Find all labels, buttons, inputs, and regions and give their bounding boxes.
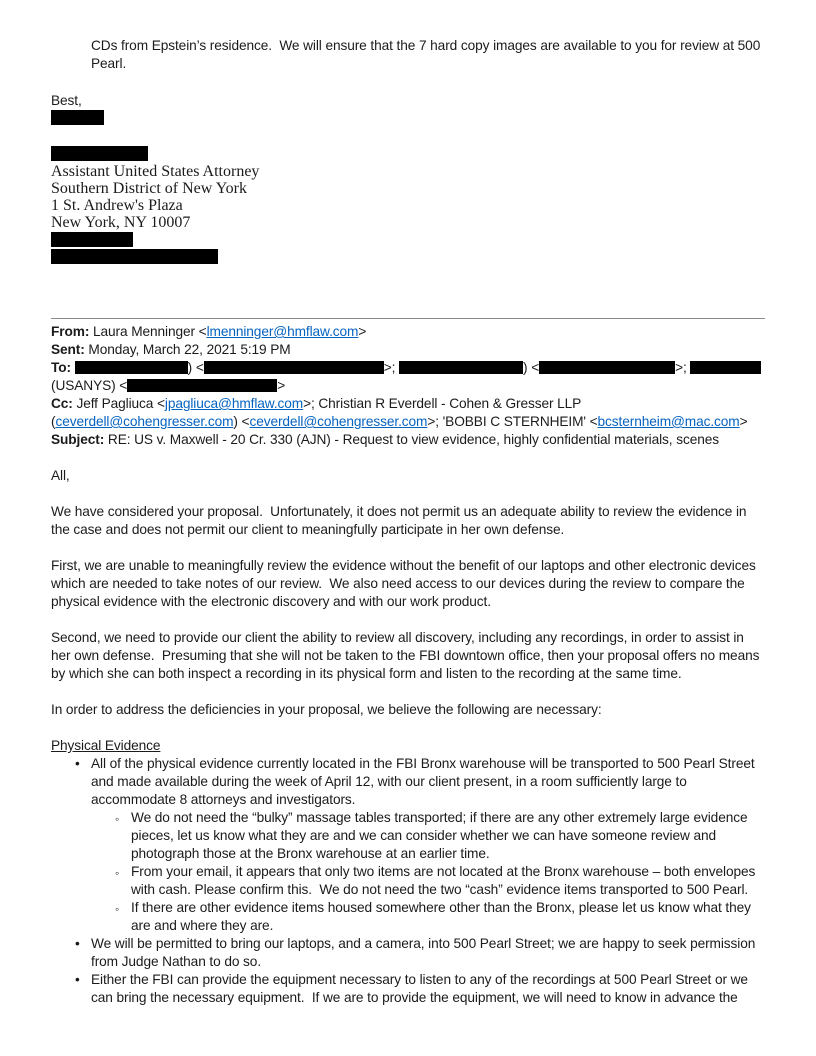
quoted-fragment: CDs from Epstein’s residence. We will ensure that the 7 hard copy images are available to you for review at 500 Pearl. xyxy=(91,38,764,71)
cc-seg4: >; 'BOBBI C STERNHEIM' < xyxy=(427,414,598,429)
cc-email-link-everdell-2[interactable]: ceverdell@cohengresser.com xyxy=(249,414,428,429)
to-sep2: >; xyxy=(383,360,400,375)
to-sep4: >; xyxy=(675,360,691,375)
cc-seg2: >; Christian R Everdell - Cohen & Gresser LLP ( xyxy=(51,396,585,429)
salutation: All, xyxy=(51,468,70,483)
to-usanys: (USANYS) < xyxy=(51,378,128,393)
signature-block xyxy=(51,146,765,264)
bullet-list xyxy=(51,755,765,1007)
redaction-bar-to-6 xyxy=(127,379,277,392)
paragraph-3: Second, we need to provide our client the ability to review all discovery, including any recordings, in order to assist in her own defense. Presuming that she will not be taken to the FBI downtown office, then your proposal offers no means by which she can both inspect a recording in its physical form and listen to the recording at the same time. xyxy=(51,630,764,681)
cc-email-link-sternheim[interactable]: bcsternheim@mac.com xyxy=(597,414,740,429)
email-body xyxy=(51,467,765,1007)
sub-bullet-item-1: ◦ We do not need the “bulky” massage tables transported; if there are any other extremely large evidence pieces, let us know what they are and we can consider whether we can have someone review and photograph those at the Bronx warehouse at an earlier time. xyxy=(51,809,765,863)
sent-line xyxy=(51,341,765,359)
from-label: From: xyxy=(51,324,90,339)
cc-email-link-pagliuca[interactable]: jpagliuca@hmflaw.com xyxy=(164,396,304,411)
to-sep1: ) < xyxy=(187,360,204,375)
signature-office: Southern District of New York xyxy=(51,180,247,197)
redaction-bar-email xyxy=(51,249,218,264)
email-headers xyxy=(51,323,765,449)
cc-seg5: > xyxy=(739,414,748,429)
redaction-bar-signature-name xyxy=(51,146,148,161)
sent-value: Monday, March 22, 2021 5:19 PM xyxy=(84,342,291,357)
redaction-bar-to-2 xyxy=(204,361,384,374)
sub-bullet-item-2: ◦ From your email, it appears that only two items are not located at the Bronx warehouse – both envelopes with cash. Please confirm this. We do not need the two “cash” evidence items transported to 500 Pearl. xyxy=(51,863,765,899)
to-sep3: ) < xyxy=(523,360,540,375)
subject-value: RE: US v. Maxwell - 20 Cr. 330 (AJN) - Request to view evidence, highly confidential materials, scenes xyxy=(104,432,719,447)
section-heading xyxy=(51,737,765,755)
bullet-item-2: • We will be permitted to bring our laptops, and a camera, into 500 Pearl Street; we are happy to seek permission from Judge Nathan to do so. xyxy=(51,935,765,971)
to-line2-suffix: > xyxy=(277,378,286,393)
cc-seg3: ) < xyxy=(233,414,250,429)
signature-address1: 1 St. Andrew's Plaza xyxy=(51,197,183,214)
from-line xyxy=(51,323,765,341)
subject-line xyxy=(51,431,765,449)
redaction-bar-sender-name xyxy=(51,110,104,125)
paragraph-4: In order to address the deficiencies in your proposal, we believe the following are necessary: xyxy=(51,702,602,717)
cc-line xyxy=(51,395,765,431)
closing: Best, xyxy=(51,93,82,108)
to-label: To: xyxy=(51,360,71,375)
from-email-link[interactable]: lmenninger@hmflaw.com xyxy=(206,324,359,339)
cc-seg1: Jeff Pagliuca < xyxy=(72,396,165,411)
from-name: Laura Menninger < xyxy=(89,324,207,339)
redaction-bar-phone xyxy=(51,232,133,247)
paragraph-2: First, we are unable to meaningfully review the evidence without the benefit of our laptops and other electronic devices which are needed to take notes of our review. We also need access to our devices during the review to compare the physical evidence with the electronic discovery and with our work product. xyxy=(51,558,760,609)
bullet-item-3: • Either the FBI can provide the equipment necessary to listen to any of the recordings at 500 Pearl Street or we can bring the necessary equipment. If we are to provide the equipment, we will need to know in advance the xyxy=(51,971,765,1007)
signature-address2: New York, NY 10007 xyxy=(51,214,191,231)
paragraph-1: We have considered your proposal. Unfortunately, it does not permit us an adequate ability to review the evidence in the case and does not permit our client to meaningfully participate in her own defense. xyxy=(51,504,751,537)
section-heading-text: Physical Evidence xyxy=(51,738,161,753)
redaction-bar-to-3 xyxy=(399,361,523,374)
to-line xyxy=(51,359,765,395)
sub-bullet-item-3: ◦ If there are other evidence items housed somewhere other than the Bronx, please let us know what they are and where they are. xyxy=(51,899,765,935)
subject-label: Subject: xyxy=(51,432,105,447)
cc-email-link-everdell-1[interactable]: ceverdell@cohengresser.com xyxy=(55,414,234,429)
redaction-bar-to-5 xyxy=(690,361,761,374)
header-divider xyxy=(51,318,765,319)
redaction-bar-to-4 xyxy=(539,361,675,374)
from-suffix: > xyxy=(358,324,367,339)
sent-label: Sent: xyxy=(51,342,85,357)
cc-label: Cc: xyxy=(51,396,73,411)
bullet-item-1: • All of the physical evidence currently located in the FBI Bronx warehouse will be transported to 500 Pearl Street and made available during the week of April 12, with our client present, in a room sufficiently large to accommodate 8 attorneys and investigators. xyxy=(51,755,765,809)
signature-title: Assistant United States Attorney xyxy=(51,163,260,180)
redaction-bar-to-1 xyxy=(75,361,188,374)
